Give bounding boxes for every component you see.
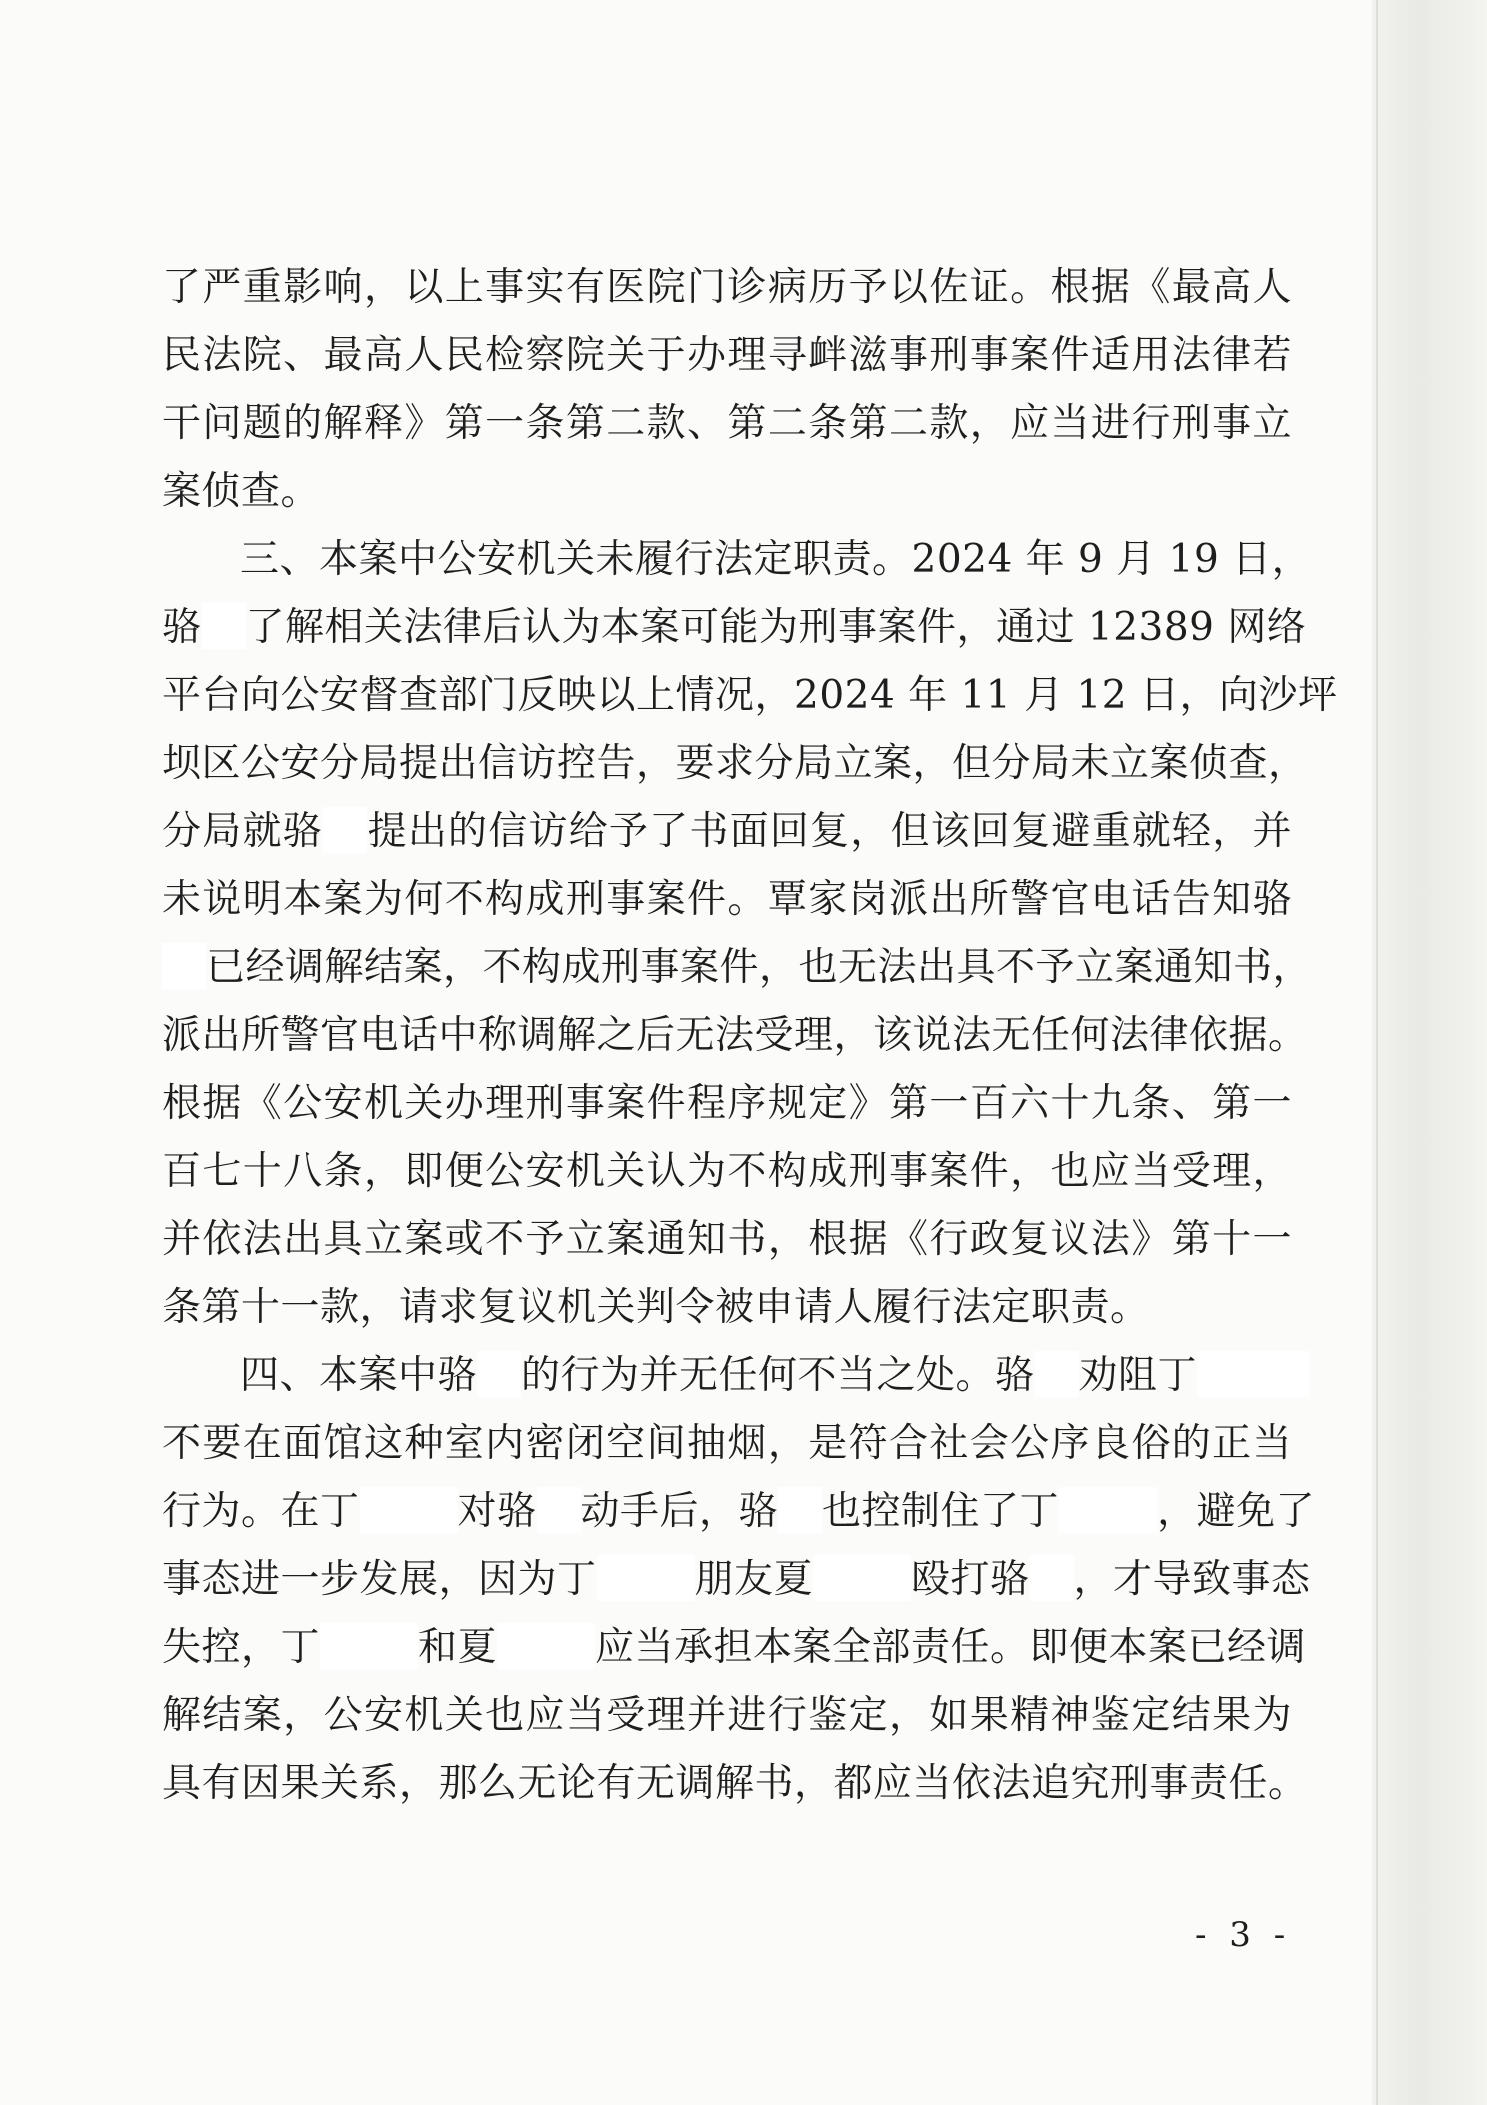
redaction-box: [497, 1623, 595, 1669]
text-line: 骆 了解相关法律后认为本案可能为刑事案件，通过 12389 网络: [162, 605, 1307, 650]
text-line: 解结案，公安机关也应当受理并进行鉴定，如果精神鉴定结果为: [162, 1693, 1292, 1738]
redaction-box: [162, 943, 206, 989]
redaction-box: [813, 1555, 911, 1601]
page-number: - 3 -: [1195, 1915, 1292, 1955]
redaction-box: [1059, 1487, 1157, 1533]
text-line: 了严重影响，以上事实有医院门诊病历予以佐证。根据《最高人: [162, 265, 1292, 310]
redaction-box: [1035, 1351, 1079, 1397]
redaction-box: [202, 603, 246, 649]
text-line: 干问题的解释》第一条第二款、第二条第二款，应当进行刑事立: [162, 401, 1292, 446]
text-line: 民法院、最高人民检察院关于办理寻衅滋事刑事案件适用法律若: [162, 333, 1292, 378]
text-line: 事态进一步发展，因为丁 朋友夏 殴打骆 ，才导致事态: [162, 1557, 1311, 1602]
text-line: 百七十八条，即便公安机关认为不构成刑事案件，也应当受理，: [162, 1149, 1292, 1194]
text-line: 三、本案中公安机关未履行法定职责。2024 年 9 月 19 日，: [240, 537, 1312, 582]
redaction-box: [537, 1487, 581, 1533]
redaction-box: [323, 807, 367, 853]
text-line: 具有因果关系，那么无论有无调解书，都应当依法追究刑事责任。: [162, 1761, 1308, 1806]
page-edge-line: [1376, 0, 1378, 2105]
text-line: 未说明本案为何不构成刑事案件。覃家岗派出所警官电话告知骆: [162, 877, 1292, 922]
redaction-box: [597, 1555, 695, 1601]
page-edge-shadow: [1372, 0, 1487, 2105]
redaction-box: [477, 1351, 521, 1397]
redaction-box: [320, 1623, 418, 1669]
text-line: 四、本案中骆 的行为并无任何不当之处。骆 劝阻丁: [162, 1342, 1292, 1410]
text-line: 派出所警官电话中称调解之后无法受理，该说法无任何法律依据。: [162, 1013, 1308, 1058]
text-line: 坝区公安分局提出信访控告，要求分局立案，但分局未立案侦查，: [162, 741, 1308, 786]
text-line: 失控，丁 和夏 应当承担本案全部责任。即便本案已经调: [162, 1625, 1307, 1670]
text-line: 已经调解结案，不构成刑事案件，也无法出具不予立案通知书，: [162, 934, 1292, 1002]
text-line: 不要在面馆这种室内密闭空间抽烟，是符合社会公序良俗的正当: [162, 1421, 1292, 1466]
text-line: 平台向公安督查部门反映以上情况，2024 年 11 月 12 日，向沙坪: [162, 673, 1338, 718]
text-line: 案侦查。: [162, 469, 321, 514]
text-line: 并依法出具立案或不予立案通知书，根据《行政复议法》第十一: [162, 1217, 1292, 1262]
redaction-box: [1197, 1351, 1309, 1397]
text-line: 分局就骆 提出的信访给予了书面回复，但该回复避重就轻，并: [162, 809, 1292, 854]
redaction-box: [778, 1487, 822, 1533]
text-line: 条第十一款，请求复议机关判令被申请人履行法定职责。: [162, 1285, 1150, 1330]
text-line: 根据《公安机关办理刑事案件程序规定》第一百六十九条、第一: [162, 1081, 1292, 1126]
redaction-box: [360, 1487, 458, 1533]
document-body: [162, 254, 1338, 1818]
redaction-box: [1030, 1555, 1074, 1601]
text-line: 行为。在丁 对骆 动手后，骆 也控制住了丁 ，避免了: [162, 1489, 1316, 1534]
